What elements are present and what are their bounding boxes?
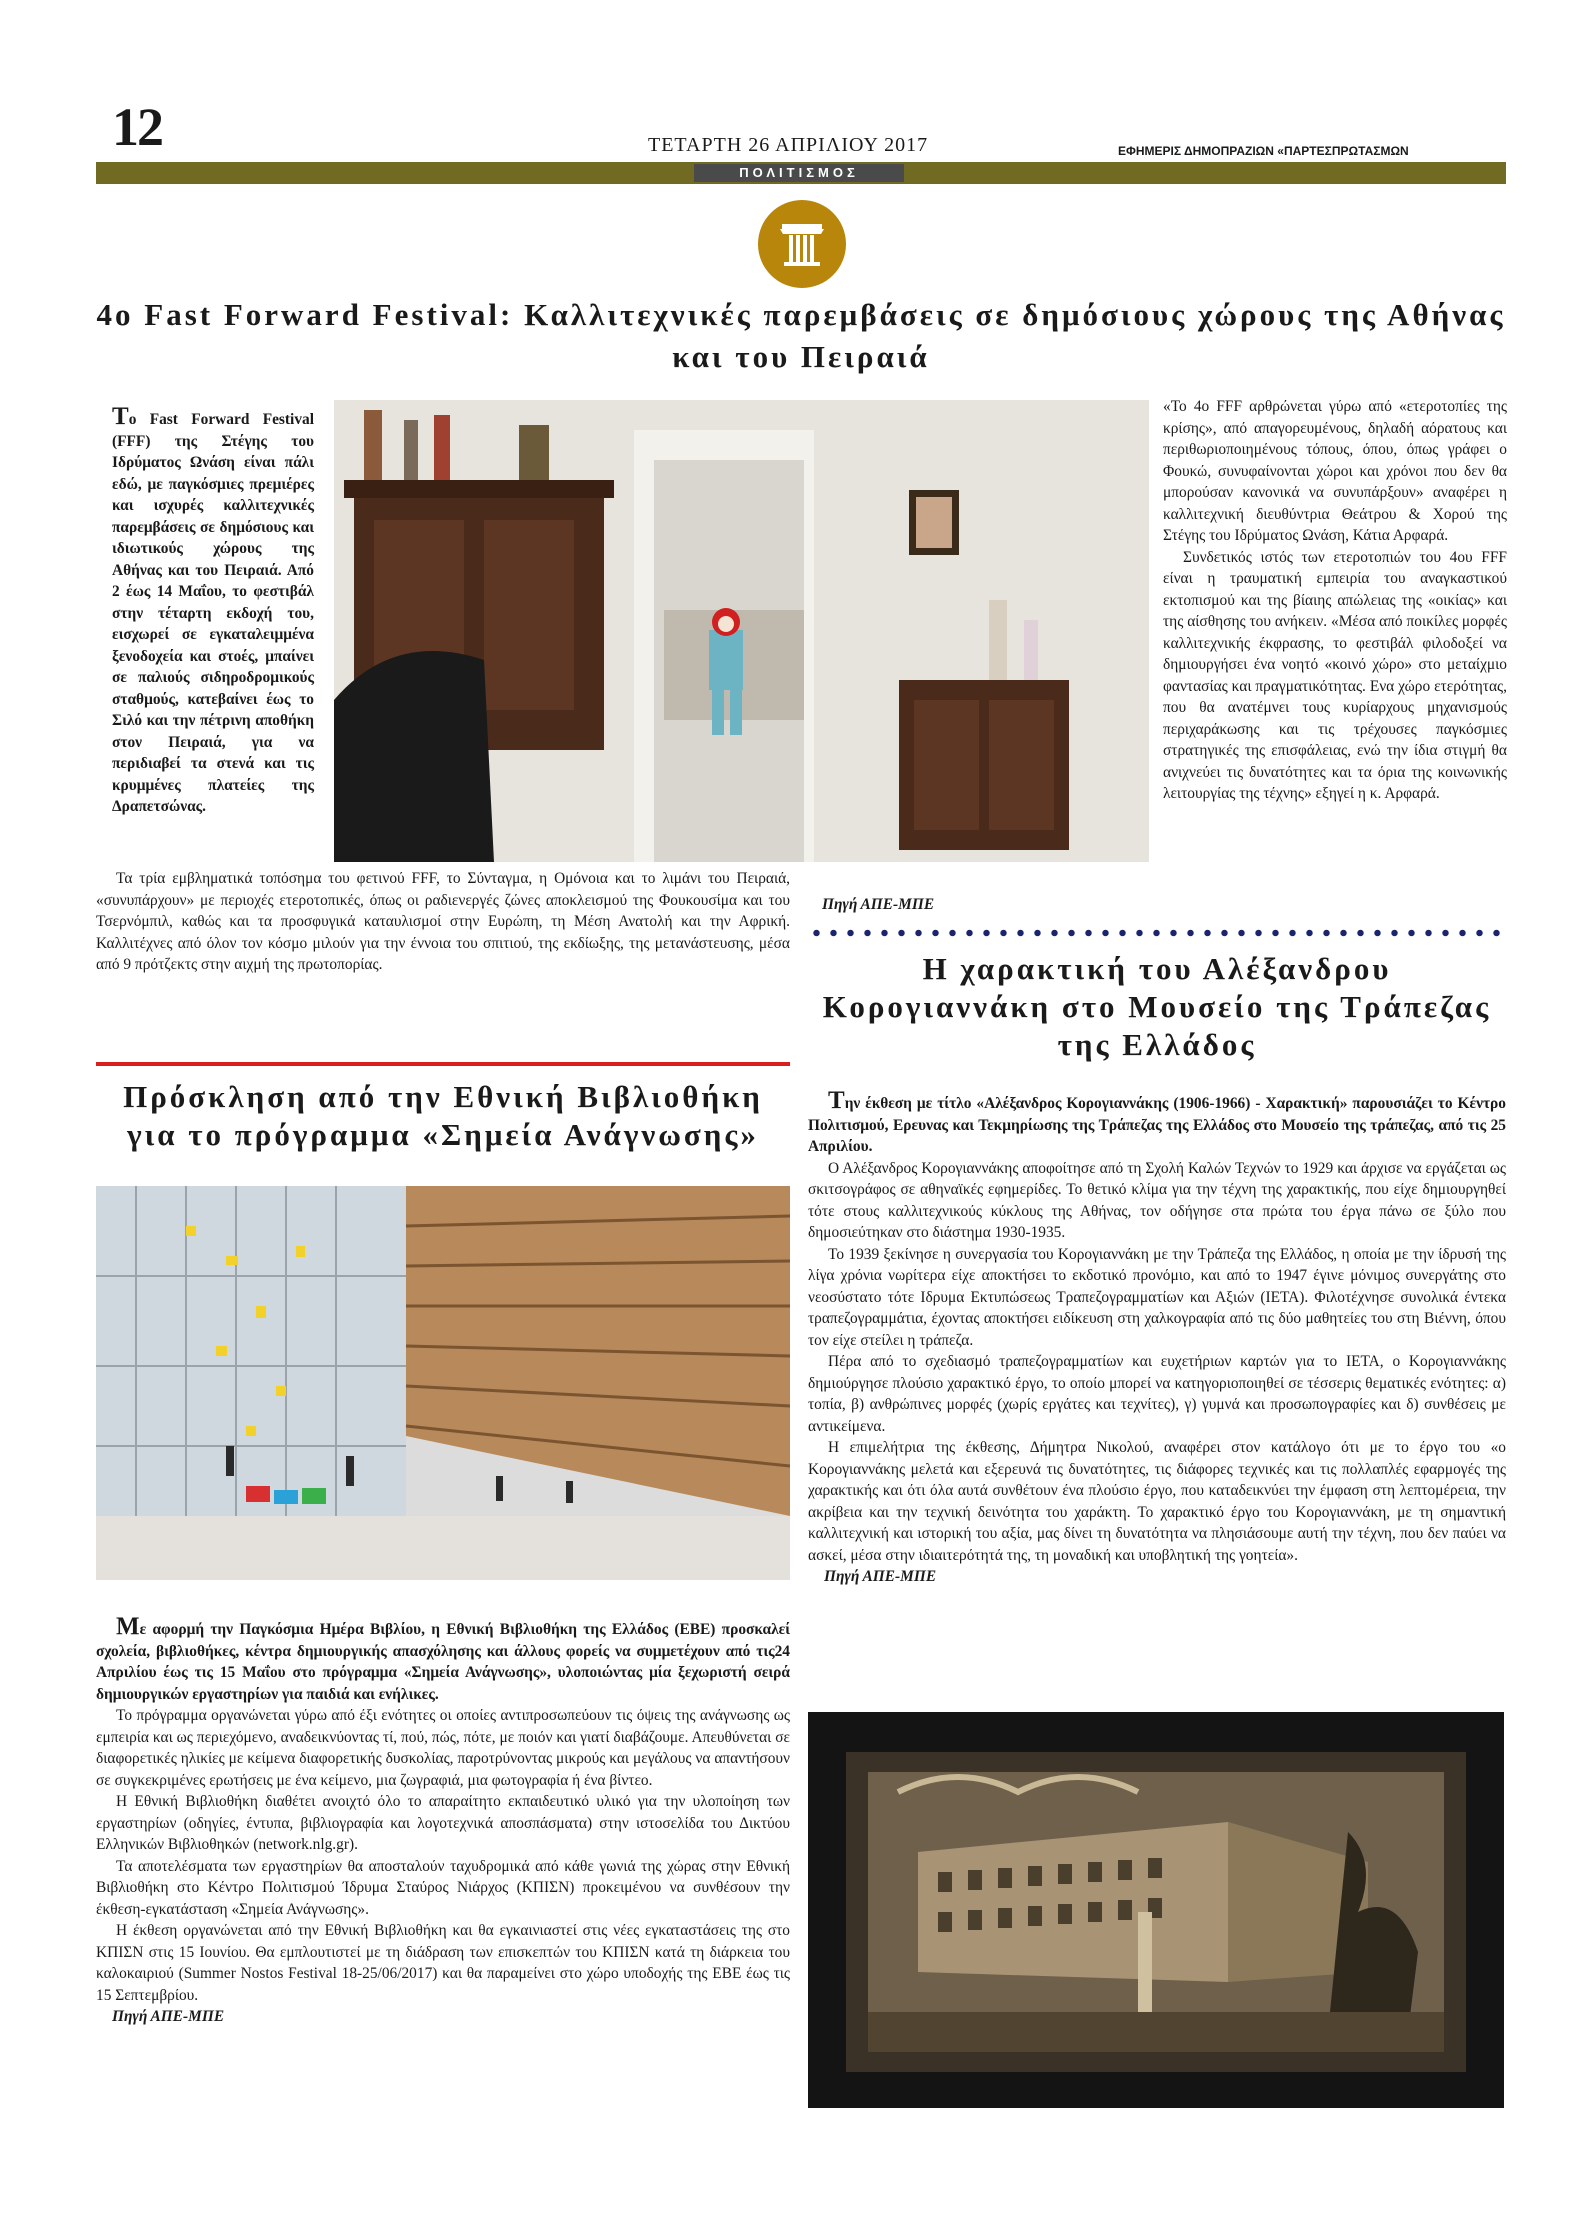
- dropcap: Τ: [828, 1087, 845, 1114]
- article1-source: Πηγή ΑΠΕ-ΜΠΕ: [822, 896, 935, 913]
- lead-text: ην έκθεση με τίτλο «Αλέξανδρος Κορογιαννάκης (1906-1966) - Χαρακτική» παρουσιάζει το Κέντρο Πολιτισμού, Ερευνας και Τεκμηρίωσης της Τράπεζας της Ελλάδος στο Μουσείο της τράπεζας, από τις 25 Απριλίου.: [808, 1095, 1506, 1155]
- article2-para4: Τα αποτελέσματα των εργαστηρίων θα αποσταλούν ταχυδρομικά από κάθε γωνιά της χώρας στην Εθνική Βιβλιοθήκη στο Κέντρο Πολιτισμού Ίδρυμα Σταύρος Νιάρχος (ΚΠΙΣΝ) προκειμένου να συνθέσουν την έκθεση-εγκατάσταση «Σημεία Ανάγνωσης».: [96, 1857, 790, 1918]
- issue-date: ΤΕΤΑΡΤΗ 26 ΑΠΡΙΛΙΟΥ 2017: [648, 134, 929, 156]
- article3-body: [808, 1087, 1506, 1588]
- article2-para5: Η έκθεση οργανώνεται από την Εθνική Βιβλιοθήκη και θα εγκαινιαστεί στις νέες εγκαταστάσεις της στο ΚΠΙΣΝ στις 15 Ιουνίου. Θα εμπλουτιστεί με τη διάδραση των επισκεπτών του ΚΠΙΣΝ κατά τη διάρκεια του καλοκαιριού (Summer Nostos Festival 18-25/06/2017) και θα παραμείνει στο χώρο υποδοχής της ΕΒΕ έως τις 15 Σεπτεμβρίου.: [96, 1922, 790, 2004]
- dropcap: Τ: [112, 403, 129, 430]
- article2-para2: Το πρόγραμμα οργανώνεται γύρω από έξι ενότητες οι οποίες αντιπροσωπεύουν τις όψεις της ανάγνωσης ως εμπειρία και ως περιεχόμενο, αναδεικνύοντας τί, πού, πώς, πότε, με ποιόν και γιατί διαβάζουμε. Απευθύνεται σε διαφορετικές ηλικίες με κείμενα διαφορετικής δυσκολίας, παροτρύνοντας μικρούς και μεγάλους να απαντήσουν σε συγκεκριμένες ερωτήσεις με ένα κείμενο, μια ζωγραφιά, μια φωτογραφία ή ένα βίντεο.: [96, 1707, 790, 1789]
- article3-para2: Ο Αλέξανδρος Κορογιαννάκης αποφοίτησε από τη Σχολή Καλών Τεχνών το 1929 και άρχισε να εργάζεται ως σκιτσογράφος σε αθηναϊκές εφημερίδες. Το θετικό κλίμα για την τέχνη της χαρακτικής, που είχε δημιουργηθεί τότε στους καλλιτεχνικούς κύκλους της Αθήνας, τον οδήγησε στα πρώτα του έργα πάνω σε ξύλο που δημοσιεύτηκαν στο διάστημα 1930-1935.: [808, 1159, 1506, 1241]
- library-photo: [96, 1186, 790, 1580]
- article1-title: 4ο Fast Forward Festival: Καλλιτεχνικές παρεμβάσεις σε δημόσιους χώρους της Αθήνας και του Πειραιά: [96, 297, 1506, 374]
- article3-title: Η χαρακτική του Αλέξανδρου Κορογιαννάκη στο Μουσείο της Τράπεζας της Ελλάδος: [822, 951, 1492, 1062]
- article2-body: [96, 1613, 790, 2028]
- red-divider: [96, 1062, 790, 1066]
- article3-source: Πηγή ΑΠΕ-ΜΠΕ: [824, 1568, 937, 1585]
- lead-text: ο Fast Forward Festival (FFF) της Στέγης του Ιδρύματος Ωνάση είναι πάλι εδώ, με παγκόσμιες πρεμιέρες και ισχυρές καλλιτεχνικές παρεμβάσεις σε δημόσιους και ιδιωτικούς χώρους της Αθήνας και του Πειραιά. Από 2 έως 14 Μαΐου, το φεστιβάλ στην τέταρτη εκδοχή του, εισχωρεί σε εγκαταλειμμένα ξενοδοχεία και στοές, μπαίνει σε παλιούς σιδηροδρομικούς σταθμούς, κατεβαίνει έως το Σιλό και την πέτρινη αποθήκη στον Πειραιά, για να περιδιαβεί τα στενά και τις κρυμμένες πλατείες της Δραπετσώνας.: [112, 411, 314, 815]
- masthead: ΕΦΗΜΕΡΙΣ ΔΗΜΟΠΡΑΖΙΩΝ «ΠΑΡΤΕΣΠΡΩΤΑΣΜΩΝ: [1118, 144, 1409, 158]
- article1-lead: [112, 403, 314, 818]
- article2-para3: Η Εθνική Βιβλιοθήκη διαθέτει ανοιχτό όλο το απαραίτητο εκπαιδευτικό υλικό για την υλοποίηση των εργαστηρίων (οδηγίες, έντυπα, βιβλιογραφία και λογοτεχνικά αποσπάσματα) στην ιστοσελίδα του Δικτύου Ελληνικών Βιβλιοθηκών (network.nlg.gr).: [96, 1793, 790, 1853]
- article1-para2: Τα τρία εμβληματικά τοπόσημα του φετινού FFF, το Σύνταγμα, η Ομόνοια και το λιμάνι του Πειραιά, «συνυπάρχουν» με περιοχές ετεροτοπικές, όπως οι ραδιενεργές ζώνες αποκλεισμού της Φουκουσίμα και του Τσερνόμπιλ, καθώς και τα προσφυγικά καταυλισμοί στην Ευρώπη, τη Μέση Ανατολή και την Αφρική. Καλλιτέχνες από όλον τον κόσμο μιλούν για την έννοια του σπιτιού, της εκδίωξης, της μετανάστευσης, μέσα από 9 πρότζεκτς στην αιχμή της πρωτοπορίας.: [96, 870, 790, 973]
- article1-column-right: [1163, 396, 1507, 805]
- page-number: 12: [112, 97, 162, 157]
- lead-text: ε αφορμή την Παγκόσμια Ημέρα Βιβλίου, η Εθνική Βιβλιοθήκη της Ελλάδος (ΕΒΕ) προσκαλεί σχολεία, βιβλιοθήκες, κέντρα δημιουργικής απασχόλησης και άλλους φορείς να συμμετέχουν από τις24 Απριλίου έως τις 15 Μαΐου στο πρόγραμμα «Σημεία Ανάγνωσης», υλοποιώντας μία ξεχωριστή σειρά δημιουργικών εργαστηρίων για παιδιά και ενήλικες.: [96, 1621, 790, 1703]
- article1-para4: Συνδετικός ιστός των ετεροτοπιών του 4ου FFF είναι η τραυματική εμπειρία του αναγκαστικού εκτοπισμού και της βίαιης απώλειας της «οικίας» και της αίσθησης του ανήκειν. «Μέσα από ποικίλες μορφές καλλιτεχνικής έκφρασης, το φεστιβάλ φιλοδοξεί να δημιουργήσει ένα νοητό «κοινό χώρο» στο μεταίχμιο φαντασίας και πραγματικότητας. Ενα χώρο ετερότητας, που θα ανατέμνει τους κυρίαρχους μηχανισμούς περιχαράκωσης και τις τρέχουσες παγκόσμιες στρατηγικές της επισφάλειας, ενώ την ίδια στιγμή θα ανιχνεύει τις δυνατότητες και τα όρια της κοινωνικής λειτουργίας της τέχνης» εξηγεί η κ. Αρφαρά.: [1163, 548, 1507, 802]
- article2-title: Πρόσκληση από την Εθνική Βιβλιοθήκη για το πρόγραμμα «Σημεία Ανάγνωσης»: [123, 1079, 763, 1152]
- article3-para4: Πέρα από το σχεδιασμό τραπεζογραμματίων και ευχετήριων καρτών για το ΙΕΤΑ, ο Κορογιαννάκης δημιούργησε πλούσιο χαρακτικό έργο, το οποίο μπορεί να κατηγοριοποιηθεί σε τέσσερις θεματικές ενότητες: α) τοπία, β) ανθρώπινες μορφές (χωρίς εργάτες και τεχνίτες), γ) γυμνά και προσωπογραφίες και δ) συνθέσεις με αντικείμενα.: [808, 1353, 1506, 1435]
- article3-para5: Η επιμελήτρια της έκθεσης, Δήμητρα Νικολού, αναφέρει στον κατάλογο ότι με το έργο του «ο Κορογιαννάκης μελετά και εξερευνά τις δυνατότητες, τις διάφορες τεχνικές και τις πολλαπλές εφαρμογές της χαρακτικής και ότι όλα αυτά συνθέτουν ένα πλούσιο έργο, που καταδεικνύει την έμφαση στη λεπτομέρεια, την ακρίβεια και την τεχνική δεινότητα του χαράκτη. Το χαρακτικό έργο του Κορογιαννάκη, με τη σημαντική καλλιτεχνική και ιστορική του αξία, μας δίνει τη δυνατότητα να πλησιάσουμε αυτή την τέχνη, που δεν παύει να ασκεί, μέσα στην ιδιαιτερότητά της, τη μοναδική και υποβλητική της γοητεία».: [808, 1439, 1506, 1564]
- article3-para3: Το 1939 ξεκίνησε η συνεργασία του Κορογιαννάκη με την Τράπεζα της Ελλάδος, η οποία με την ίδρυσή της λίγα χρόνια νωρίτερα είχε αποκτήσει το εκδοτικό προνόμιο, και από το 1947 έγινε μόνιμος συνεργάτης στο νεοσύστατο τότε Ιδρυμα Εκτυπώσεως Τραπεζογραμματίων και Αξιών (ΙΕΤΑ). Φιλοτέχνησε συνολικά έντεκα τραπεζογραμμάτια, έχοντας αποκτήσει ειδίκευση στη χαλκογραφία από τις δύο μαθητείες του στη Βιέννη, όπου τον είχε στείλει η τράπεζα.: [808, 1245, 1506, 1349]
- section-label: ΠΟΛΙΤΙΣΜΟΣ: [694, 164, 904, 182]
- article1-column-bottom: [96, 868, 790, 976]
- dotted-divider: [808, 928, 1506, 938]
- engraving-photo: [808, 1712, 1504, 2108]
- festival-photo: [334, 400, 1149, 862]
- dropcap: Μ: [116, 1613, 140, 1640]
- column-icon: [758, 200, 846, 288]
- article2-source: Πηγή ΑΠΕ-ΜΠΕ: [112, 2008, 225, 2025]
- article1-para3: «Το 4ο FFF αρθρώνεται γύρω από «ετεροτοπίες της κρίσης», από απαγορευμένους, δηλαδή αόρατους και περιθωριοποιημένους τόπους, όπου, όπως γράφει ο Φουκώ, συνυφαίνονται χώροι και χρόνοι που δεν θα μπορούσαν κανονικά να συνυπάρξουν» αναφέρει η καλλιτεχνική διευθύντρια Θεάτρου & Χορού της Στέγης του Ιδρύματος Ωνάση, Κάτια Αρφαρά.: [1163, 398, 1507, 544]
